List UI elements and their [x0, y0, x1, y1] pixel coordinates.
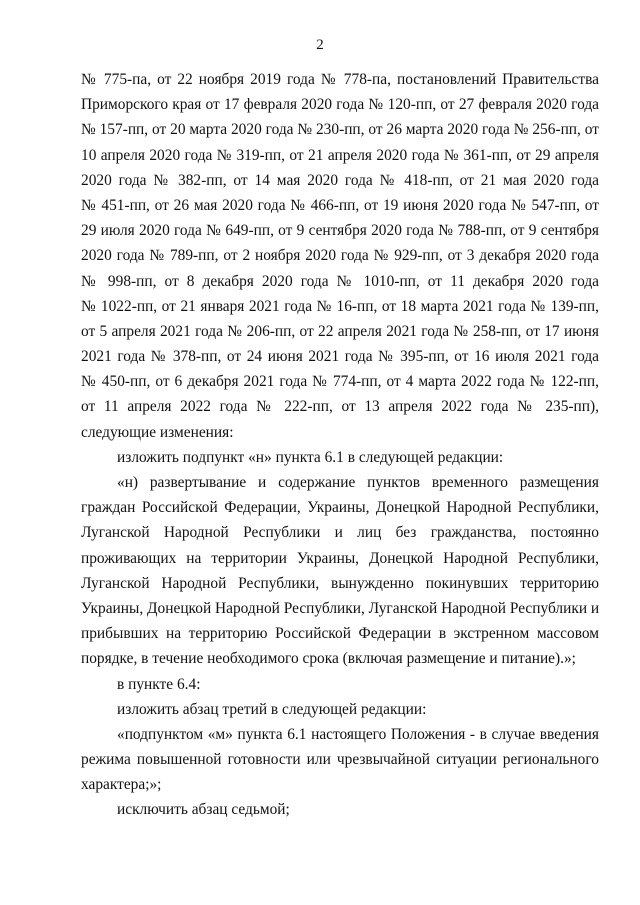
paragraph-line: Приморского края от 17 февраля 2020 года № 120-пп, от 27 февраля 2020 года: [81, 96, 599, 114]
paragraph-line: прибывших на территорию Российской Федерации в экстренном массовом: [81, 625, 599, 643]
paragraph-line: от 11 апреля 2022 года № 222-пп, от 13 апреля 2022 года № 235-пп),: [81, 398, 599, 416]
paragraph-line: следующие изменения:: [81, 423, 234, 441]
paragraph-line: граждан Российской Федерации, Украины, Донецкой Народной Республики,: [81, 499, 599, 517]
paragraph-line: режима повышенной готовности или чрезвычайной ситуации регионального: [81, 751, 599, 769]
paragraph-line: изложить подпункт «н» пункта 6.1 в следующей редакции:: [117, 448, 504, 466]
paragraph-p3: [81, 470, 599, 672]
paragraph-line: от 5 апреля 2021 года № 206-пп, от 22 апреля 2021 года № 258-пп, от 17 июня: [81, 322, 599, 340]
paragraph-line: Луганской Народной Республики, вынужденно покинувших территорию: [81, 574, 599, 592]
paragraph-p7: [81, 797, 599, 822]
paragraph-p5: [81, 697, 599, 722]
paragraph-line: 10 апреля 2020 года № 319-пп, от 21 апреля 2020 года № 361-пп, от 29 апреля: [81, 146, 599, 164]
paragraph-line: № 1022-пп, от 21 января 2021 года № 16-пп, от 18 марта 2021 года № 139-пп,: [81, 297, 599, 315]
page-number: 2: [316, 37, 324, 53]
paragraph-line: «н) развертывание и содержание пунктов временного размещения: [117, 474, 599, 491]
paragraph-line: № 450-пп, от 6 декабря 2021 года № 774-пп, от 4 марта 2022 года № 122-пп,: [81, 373, 599, 391]
paragraph-line: № 157-пп, от 20 марта 2020 года № 230-пп, от 26 марта 2020 года № 256-пп, от: [81, 121, 599, 139]
paragraph-line: № 451-пп, от 26 мая 2020 года № 466-пп, от 19 июня 2020 года № 547-пп, от: [81, 196, 599, 214]
paragraph-line: исключить абзац седьмой;: [117, 801, 290, 819]
paragraph-line: в пункте 6.4:: [117, 675, 201, 693]
paragraph-p2: [81, 445, 599, 470]
paragraph-line: характера;»;: [81, 776, 162, 794]
paragraph-line: 2021 года № 378-пп, от 24 июня 2021 года № 395-пп, от 16 июля 2021 года: [81, 348, 599, 366]
paragraph-line: изложить абзац третий в следующей редакции:: [117, 700, 427, 718]
paragraph-line: Украины, Донецкой Народной Республики, Луганской Народной Республики и: [81, 599, 600, 617]
paragraph-line: порядке, в течение необходимого срока (включая размещение и питание).»;: [81, 650, 576, 668]
paragraph-line: 29 июля 2020 года № 649-пп, от 9 сентября 2020 года № 788-пп, от 9 сентября: [81, 222, 599, 240]
paragraph-line: 2020 года № 789-пп, от 2 ноября 2020 года № 929-пп, от 3 декабря 2020 года: [81, 247, 599, 265]
paragraph-line: «подпунктом «м» пункта 6.1 настоящего Положения - в случае введения: [117, 725, 599, 743]
paragraph-line: 2020 года № 382-пп, от 14 мая 2020 года № 418-пп, от 21 мая 2020 года: [81, 171, 599, 189]
paragraph-p6: [81, 722, 599, 798]
paragraph-line: № 775-па, от 22 ноября 2019 года № 778-па, постановлений Правительства: [81, 71, 599, 88]
paragraph-line: проживающих на территории Украины, Донецкой Народной Республики,: [81, 549, 599, 567]
document-body: [81, 67, 599, 823]
paragraph-line: Луганской Народной Республики и лиц без гражданства, постоянно: [81, 524, 599, 542]
paragraph-p1: [81, 67, 599, 445]
paragraph-line: № 998-пп, от 8 декабря 2020 года № 1010-пп, от 11 декабря 2020 года: [81, 272, 599, 290]
paragraph-p4: [81, 672, 599, 697]
